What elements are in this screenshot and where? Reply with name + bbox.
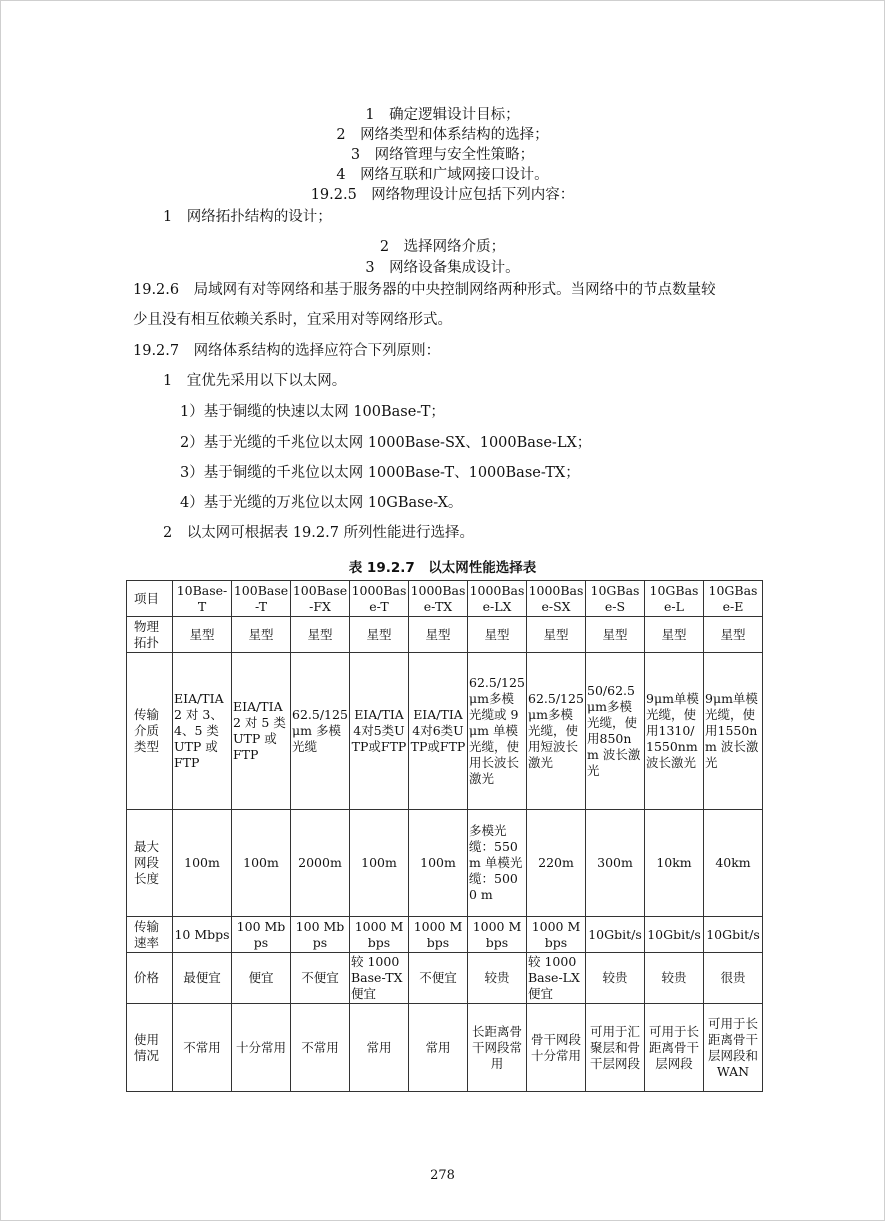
table-cell: 星型 bbox=[350, 617, 409, 653]
logical-item-3: 3 网络管理与安全性策略； bbox=[350, 147, 535, 163]
table-cell: 常用 bbox=[350, 1004, 409, 1092]
table-cell: 星型 bbox=[291, 617, 350, 653]
physical-item-1: 1 网络拓扑结构的设计； bbox=[163, 209, 332, 225]
table-row bbox=[127, 917, 763, 953]
table-cell: 传输速率 bbox=[127, 917, 173, 953]
table-cell: 100m bbox=[232, 810, 291, 917]
table-cell: 很贵 bbox=[704, 953, 763, 1004]
table-cell: 10GBase-L bbox=[645, 581, 704, 617]
table-cell: 100Base-T bbox=[232, 581, 291, 617]
table-cell: 10Gbit/s bbox=[704, 917, 763, 953]
table-cell: 不常用 bbox=[291, 1004, 350, 1092]
table-cell: 价格 bbox=[127, 953, 173, 1004]
table-cell: EIA/TIA 4对6类UTP或FTP bbox=[409, 653, 468, 810]
table-cell: 40km bbox=[704, 810, 763, 917]
logical-item-1: 1 确定逻辑设计目标； bbox=[365, 107, 520, 123]
principle-1: 1 宜优先采用以下以太网。 bbox=[163, 373, 347, 389]
table-row bbox=[127, 581, 763, 617]
table-row bbox=[127, 810, 763, 917]
logical-item-4: 4 网络互联和广域网接口设计。 bbox=[336, 167, 549, 183]
ethernet-option-1: 1）基于铜缆的快速以太网 100Base-T； bbox=[180, 404, 445, 420]
table-row bbox=[127, 653, 763, 810]
table-cell: 10GBase-S bbox=[586, 581, 645, 617]
table-cell: EIA/TIA 4对5类UTP或FTP bbox=[350, 653, 409, 810]
table-cell: 10GBase-E bbox=[704, 581, 763, 617]
table-cell: 十分常用 bbox=[232, 1004, 291, 1092]
table-cell: 较贵 bbox=[468, 953, 527, 1004]
table-cell: 100 Mbps bbox=[232, 917, 291, 953]
table-cell: 62.5/125μm多模光缆，使用短波长激光 bbox=[527, 653, 586, 810]
table-cell: 星型 bbox=[704, 617, 763, 653]
table-row bbox=[127, 617, 763, 653]
table-cell: 星型 bbox=[232, 617, 291, 653]
logical-item-2: 2 网络类型和体系结构的选择； bbox=[336, 127, 549, 143]
table-row bbox=[127, 1004, 763, 1092]
table-cell: 项目 bbox=[127, 581, 173, 617]
table-cell: 较贵 bbox=[645, 953, 704, 1004]
clause-19-2-5: 19.2.5 网络物理设计应包括下列内容： bbox=[310, 187, 575, 203]
table-cell: 10Gbit/s bbox=[645, 917, 704, 953]
table-cell: 可用于长距离骨干层网段和WAN bbox=[704, 1004, 763, 1092]
table-cell: EIA/TIA 2 对 5 类 UTP 或 FTP bbox=[232, 653, 291, 810]
clause-19-2-6-line2: 少且没有相互依赖关系时，宜采用对等网络形式。 bbox=[133, 312, 452, 328]
table-cell: 使用情况 bbox=[127, 1004, 173, 1092]
table-caption: 表 19.2.7 以太网性能选择表 bbox=[348, 560, 537, 576]
physical-item-3: 3 网络设备集成设计。 bbox=[365, 260, 520, 276]
table-cell: 可用于汇聚层和骨干层网段 bbox=[586, 1004, 645, 1092]
table-cell: 100Base-FX bbox=[291, 581, 350, 617]
table-cell: 星型 bbox=[468, 617, 527, 653]
table-cell: 长距离骨干网段常用 bbox=[468, 1004, 527, 1092]
table-cell: 50/62.5μm多模光缆，使用850nm 波长激光 bbox=[586, 653, 645, 810]
table-cell: 星型 bbox=[173, 617, 232, 653]
table-cell: 100m bbox=[173, 810, 232, 917]
table-cell: 100 Mbps bbox=[291, 917, 350, 953]
table-cell: 不便宜 bbox=[291, 953, 350, 1004]
table-cell: 1000 Mbps bbox=[350, 917, 409, 953]
table-cell: 传输介质类型 bbox=[127, 653, 173, 810]
table-cell: EIA/TIA2 对 3、4、5 类 UTP 或 FTP bbox=[173, 653, 232, 810]
table-cell: 10Base-T bbox=[173, 581, 232, 617]
table-row bbox=[127, 953, 763, 1004]
table-cell: 不便宜 bbox=[409, 953, 468, 1004]
table-cell: 2000m bbox=[291, 810, 350, 917]
table-cell: 9μm单模光缆，使用1310/1550nm 波长激光 bbox=[645, 653, 704, 810]
table-cell: 1000Base-TX bbox=[409, 581, 468, 617]
table-cell: 62.5/125μm 多模光缆 bbox=[291, 653, 350, 810]
table-cell: 较贵 bbox=[586, 953, 645, 1004]
table-cell: 星型 bbox=[586, 617, 645, 653]
table-cell: 10Gbit/s bbox=[586, 917, 645, 953]
table-cell: 骨干网段十分常用 bbox=[527, 1004, 586, 1092]
principle-2: 2 以太网可根据表 19.2.7 所列性能进行选择。 bbox=[163, 525, 475, 541]
table-cell: 星型 bbox=[527, 617, 586, 653]
table-cell: 常用 bbox=[409, 1004, 468, 1092]
table-cell: 100m bbox=[409, 810, 468, 917]
table-cell: 较 1000Base-LX 便宜 bbox=[527, 953, 586, 1004]
table-cell: 最便宜 bbox=[173, 953, 232, 1004]
table-cell: 220m bbox=[527, 810, 586, 917]
table-cell: 最大网段长度 bbox=[127, 810, 173, 917]
table-cell: 星型 bbox=[409, 617, 468, 653]
table-cell: 9μm单模光缆，使用1550nm 波长激光 bbox=[704, 653, 763, 810]
table-cell: 不常用 bbox=[173, 1004, 232, 1092]
table-cell: 1000 Mbps bbox=[409, 917, 468, 953]
table-cell: 1000 Mbps bbox=[527, 917, 586, 953]
clause-19-2-7: 19.2.7 网络体系结构的选择应符合下列原则： bbox=[133, 343, 441, 359]
table-cell: 10km bbox=[645, 810, 704, 917]
page-number: 278 bbox=[430, 1168, 455, 1183]
table-cell: 1000Base-LX bbox=[468, 581, 527, 617]
table-cell: 10 Mbps bbox=[173, 917, 232, 953]
table-cell: 1000Base-T bbox=[350, 581, 409, 617]
ethernet-option-3: 3）基于铜缆的千兆位以太网 1000Base-T、1000Base-TX； bbox=[180, 465, 580, 481]
table-cell: 较 1000Base-TX 便宜 bbox=[350, 953, 409, 1004]
table-cell: 1000Base-SX bbox=[527, 581, 586, 617]
table-cell: 多模光缆：550m 单模光缆：5000 m bbox=[468, 810, 527, 917]
ethernet-option-4: 4）基于光缆的万兆位以太网 10GBase-X。 bbox=[180, 495, 463, 511]
ethernet-option-2: 2）基于光缆的千兆位以太网 1000Base-SX、1000Base-LX； bbox=[180, 435, 592, 451]
table-cell: 便宜 bbox=[232, 953, 291, 1004]
table-cell: 62.5/125μm多模光缆或 9μm 单模光缆，使用长波长激光 bbox=[468, 653, 527, 810]
table-cell: 星型 bbox=[645, 617, 704, 653]
table-cell: 100m bbox=[350, 810, 409, 917]
clause-19-2-6-line1: 19.2.6 局域网有对等网络和基于服务器的中央控制网络两种形式。当网络中的节点数量较 bbox=[133, 282, 716, 298]
table-cell: 可用于长距离骨干层网段 bbox=[645, 1004, 704, 1092]
table-cell: 300m bbox=[586, 810, 645, 917]
table-cell: 1000 Mbps bbox=[468, 917, 527, 953]
table-cell: 物理拓扑 bbox=[127, 617, 173, 653]
physical-item-2: 2 选择网络介质； bbox=[379, 239, 506, 255]
ethernet-performance-table bbox=[126, 580, 763, 1092]
